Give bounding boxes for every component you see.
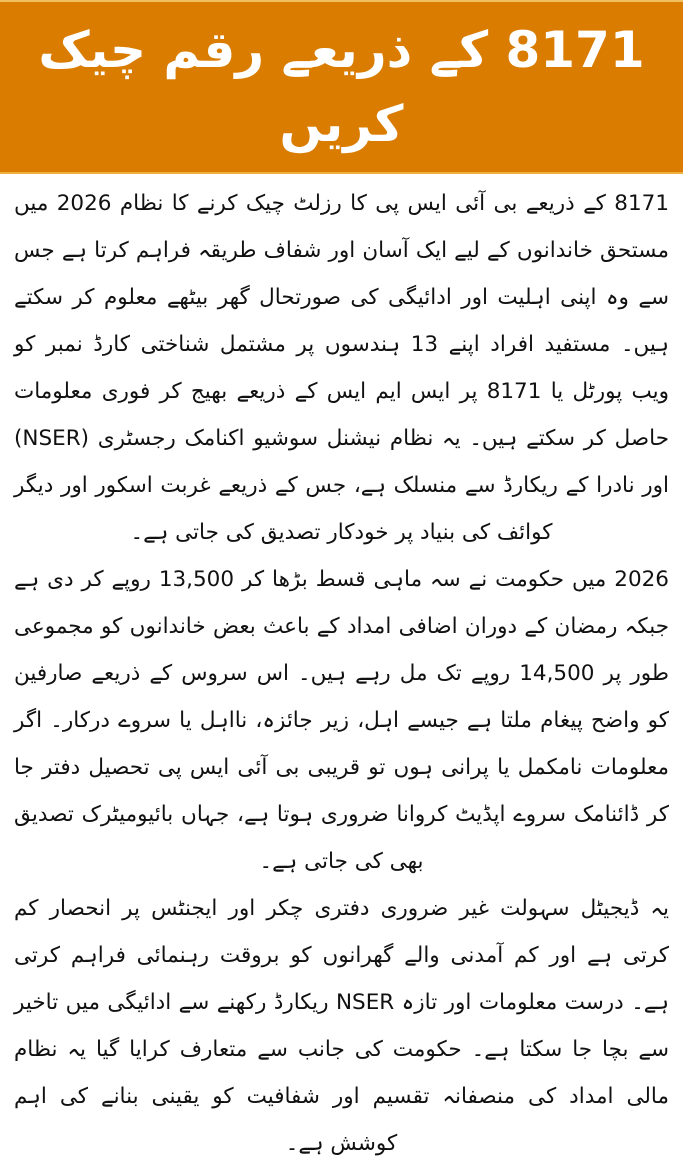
article-body [0, 174, 683, 1167]
title-banner [0, 0, 683, 174]
page-title: 8171 کے ذریعے رقم چیک کریں [38, 21, 645, 153]
article-paragraph-3: یہ ڈیجیٹل سہولت غیر ضروری دفتری چکر اور ایجنٹس پر انحصار کم کرتی ہے اور کم آمدنی والے گھرانوں کو بروقت رہنمائی فراہم کرتی ہے۔ درست معلومات اور تازہ NSER ریکارڈ رکھنے سے ادائیگی میں تاخیر سے بچا جا سکتا ہے۔ حکومت کی جانب سے متعارف کرایا گیا یہ نظام مالی امداد کی منصفانہ تقسیم اور شفافیت کو یقینی بنانے کی اہم کوشش ہے۔ [14, 896, 669, 1156]
article-paragraph-2: 2026 میں حکومت نے سہ ماہی قسط بڑھا کر 13,500 روپے کر دی ہے جبکہ رمضان کے دوران اضافی امداد کے باعث بعض خاندانوں کو مجموعی طور پر 14,500 روپے تک مل رہے ہیں۔ اس سروس کے ذریعے صارفین کو واضح پیغام ملتا ہے جیسے اہل، زیر جائزہ، نااہل یا سروے درکار۔ اگر معلومات نامکمل یا پرانی ہوں تو قریبی بی آئی ایس پی تحصیل دفتر جا کر ڈائنامک سروے اپڈیٹ کروانا ضروری ہوتا ہے، جہاں بائیومیٹرک تصدیق بھی کی جاتی ہے۔ [14, 567, 669, 874]
article-paragraph-1: 8171 کے ذریعے بی آئی ایس پی کا رزلٹ چیک کرنے کا نظام 2026 میں مستحق خاندانوں کے لیے ایک آسان اور شفاف طریقہ فراہم کرتا ہے جس سے وہ اپنی اہلیت اور ادائیگی کی صورتحال گھر بیٹھے معلوم کر سکتے ہیں۔ مستفید افراد اپنے 13 ہندسوں پر مشتمل شناختی کارڈ نمبر کو ویب پورٹل یا 8171 پر ایس ایم ایس کے ذریعے بھیج کر فوری معلومات حاصل کر سکتے ہیں۔ یہ نظام نیشنل سوشیو اکنامک رجسٹری (NSER) اور نادرا کے ریکارڈ سے منسلک ہے، جس کے ذریعے غربت اسکور اور دیگر کوائف کی بنیاد پر خودکار تصدیق کی جاتی ہے۔ [14, 191, 669, 545]
